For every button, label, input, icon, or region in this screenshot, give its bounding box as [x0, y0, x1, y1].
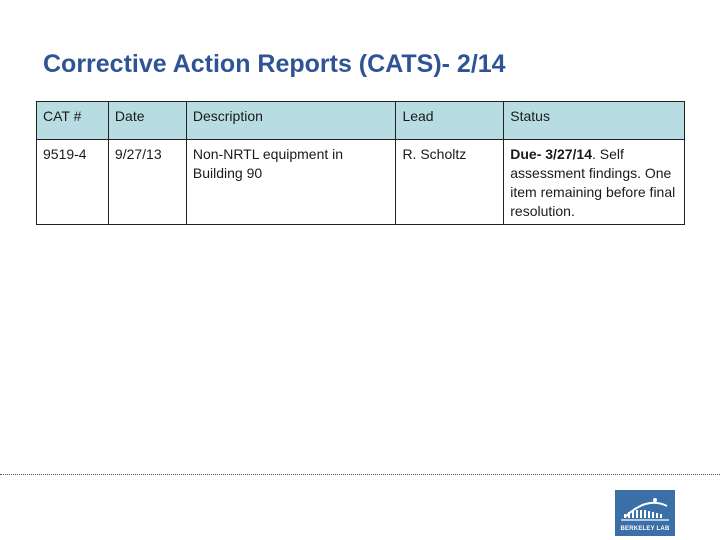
cell-description: Non-NRTL equipment in Building 90	[186, 140, 396, 225]
header-lead: Lead	[396, 102, 504, 140]
footer-divider	[0, 474, 720, 475]
cell-status	[504, 140, 685, 225]
cats-table	[36, 101, 685, 225]
table-header-row	[37, 102, 685, 140]
status-text: . Self assessment findings. One item remaining before final resolution.	[510, 146, 676, 219]
header-status: Status	[504, 102, 685, 140]
cell-lead: R. Scholtz	[396, 140, 504, 225]
berkeley-lab-logo	[615, 490, 675, 536]
header-description: Description	[186, 102, 396, 140]
header-cat-number: CAT #	[37, 102, 109, 140]
slide-title: Corrective Action Reports (CATS)- 2/14	[43, 50, 506, 78]
status-due-date: Due- 3/27/14	[510, 146, 592, 162]
table-row	[37, 140, 685, 225]
cell-date: 9/27/13	[108, 140, 186, 225]
header-date: Date	[108, 102, 186, 140]
logo-text: BERKELEY LAB	[620, 526, 670, 532]
cell-cat-number: 9519-4	[37, 140, 109, 225]
